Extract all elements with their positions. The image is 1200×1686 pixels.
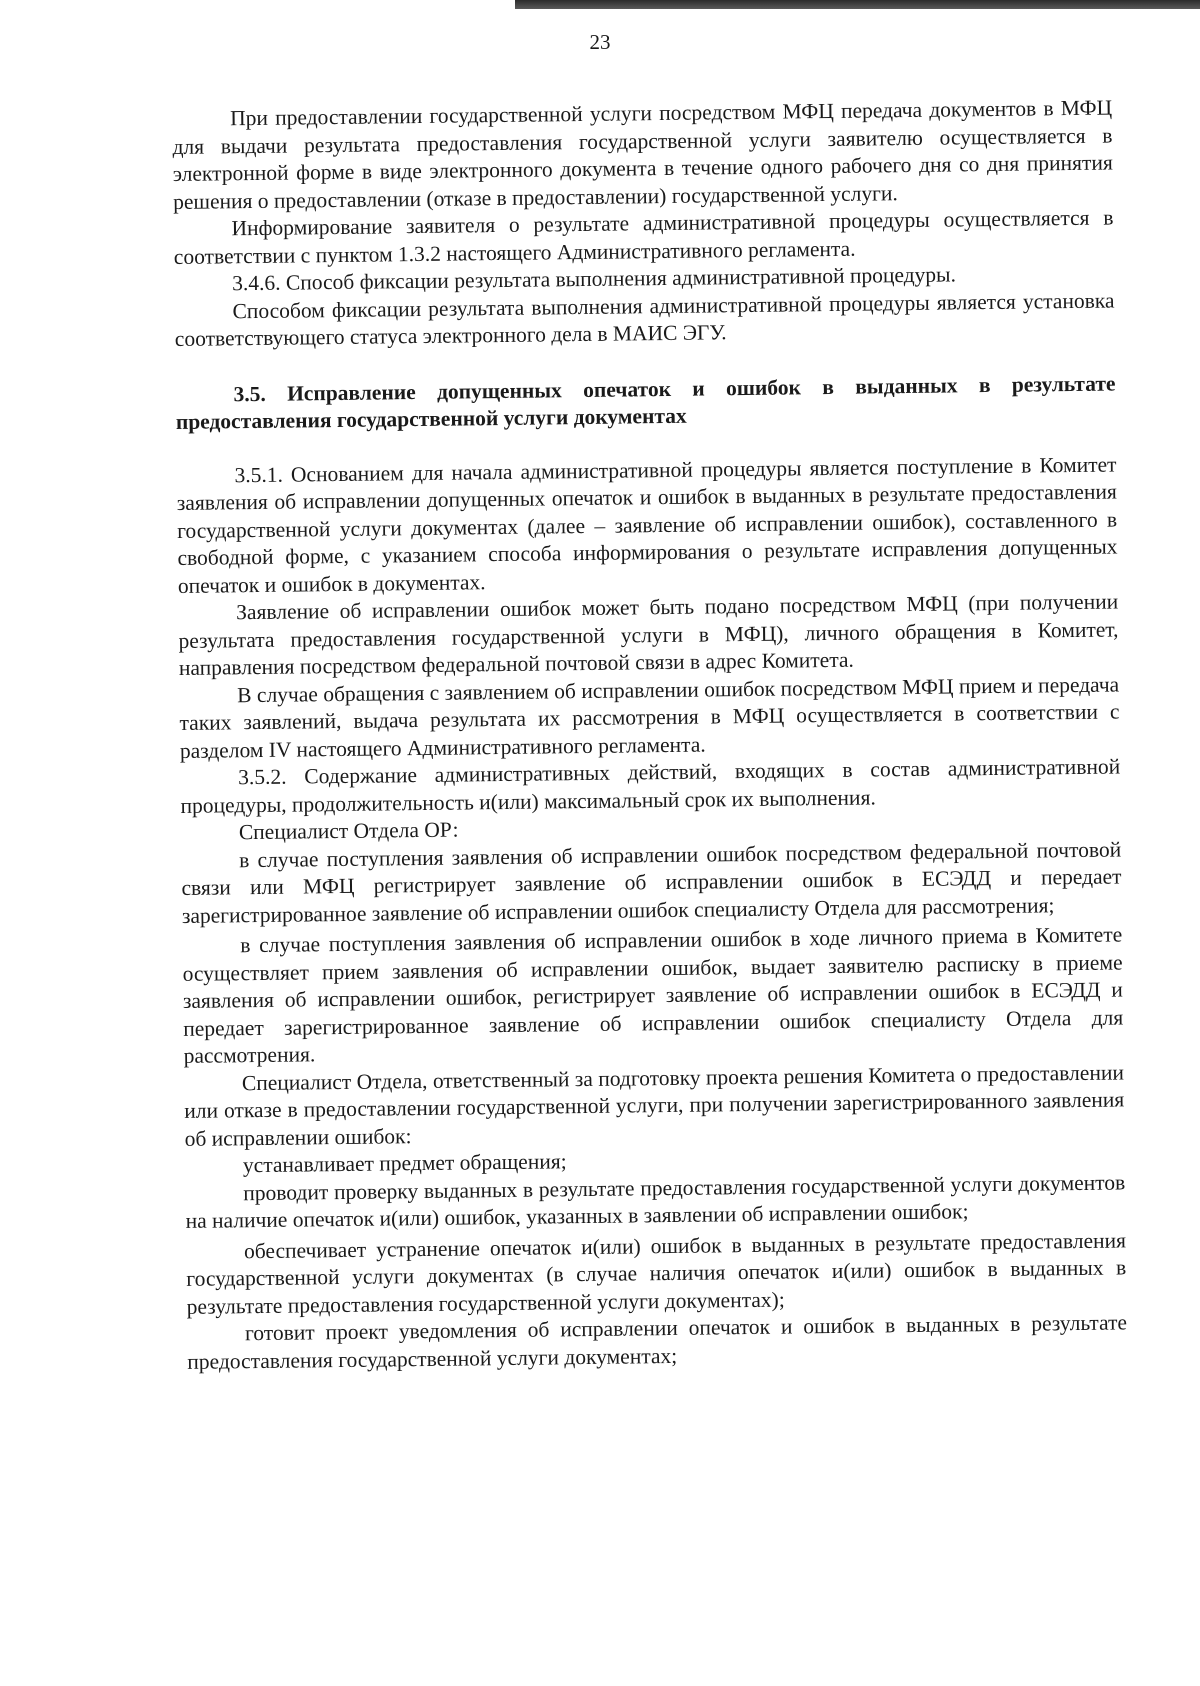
page-number: 23 xyxy=(589,30,611,54)
paragraph-responsible-specialist: Специалист Отдела, ответственный за подготовку проекта решения Комитета о предоставлении или отказе в предоставлении государственной услуги, при получении зарегистрированного заявления об исправлении ошибок: xyxy=(184,1059,1125,1151)
paragraph-postal-or-mfc: в случае поступления заявления об исправлении ошибок посредством федеральной почтовой связи или МФЦ регистрирует заявление об исправлении ошибок в ЕСЭДД и передает зарегистрированное заявление об исправлении ошибок специалисту Отдела для рассмотрения; xyxy=(181,836,1122,928)
list-item-subject: устанавливает предмет обращения; xyxy=(242,1149,567,1178)
paragraph-mfc-transfer: При предоставлении государственной услуги посредством МФЦ передача документов в МФЦ для выдачи результата предоставления государственной услуги заявителю осуществляется в электронной форме в виде электронного документа в течение одного рабочего дня со дня принятия решения о предоставлении (отказе в предоставлении) государственной услуги. xyxy=(172,95,1113,214)
list-item-prepare-notice: готовит проект уведомления об исправлении опечаток и ошибок в выданных в результате предоставления государственной услуги документах; xyxy=(187,1310,1128,1374)
paragraph-personal-visit: в случае поступления заявления об исправлении ошибок в ходе личного приема в Комитете осуществляет прием заявления об исправлении ошибок, выдает заявителю расписку в приеме заявления об исправлении ошибок, регистрирует заявление об исправлении ошибок в ЕСЭДД и передает зарегистрированное заявление об исправлении ошибок специалисту Отдела для рассмотрения. xyxy=(182,922,1124,1068)
paragraph-fixation-method: Способом фиксации результата выполнения административной процедуры является установка соответствующего статуса электронного дела в МАИС ЭГУ. xyxy=(174,288,1115,351)
document-body xyxy=(172,95,1127,1376)
paragraph-3-5-1: 3.5.1. Основанием для начала административной процедуры является поступление в Комитет заявления об исправлении допущенных опечаток и ошибок в выданных в результате предоставления государственной услуги документах (далее – заявление об исправлении ошибок), составленного в свободной форме, с указанием способа информирования о результате исправления допущенных опечаток и ошибок в документах. xyxy=(176,451,1118,598)
paragraph-mfc-handling: В случае обращения с заявлением об исправлении ошибок посредством МФЦ прием и передача таких заявлений, выдача результата их рассмотрения в МФЦ осуществляется в соответствии с разделом IV настоящего Административного регламента. xyxy=(179,671,1120,763)
section-heading-3-5: 3.5. Исправление допущенных опечаток и ошибок в выданных в результате предоставления государственной услуги документах xyxy=(175,370,1116,434)
list-item-fix-errors: обеспечивает устранение опечаток и(или) ошибок в выданных в результате предоставления государственной услуги документах (в случае наличия опечаток и(или) ошибок в выданных в результате предоставления государственной услуги документах); xyxy=(186,1227,1127,1319)
paragraph-submission-ways: Заявление об исправлении ошибок может быть подано посредством МФЦ (при получении результата предоставления государственной услуги в МФЦ), личного обращения в Комитет, направления посредством федеральной почтовой связи в адрес Комитета. xyxy=(178,589,1119,680)
paragraph-informing: Информирование заявителя о результате административной процедуры осуществляется в соответствии с пунктом 1.3.2 настоящего Административного регламента. xyxy=(173,205,1114,269)
paragraph-3-4-6: 3.4.6. Способ фиксации результата выполнения административной процедуры. xyxy=(232,262,957,296)
list-item-check-documents: проводит проверку выданных в результате предоставления государственной услуги документов на наличие опечаток и(или) ошибок, указанных в заявлении об исправлении ошибок; xyxy=(185,1169,1126,1233)
scan-border-edge xyxy=(515,0,1200,9)
paragraph-specialist-or: Специалист Отдела ОР: xyxy=(238,817,459,845)
paragraph-3-5-2: 3.5.2. Содержание административных действий, входящих в состав административной процедуры, продолжительность и(или) максимальный срок их выполнения. xyxy=(180,754,1121,818)
